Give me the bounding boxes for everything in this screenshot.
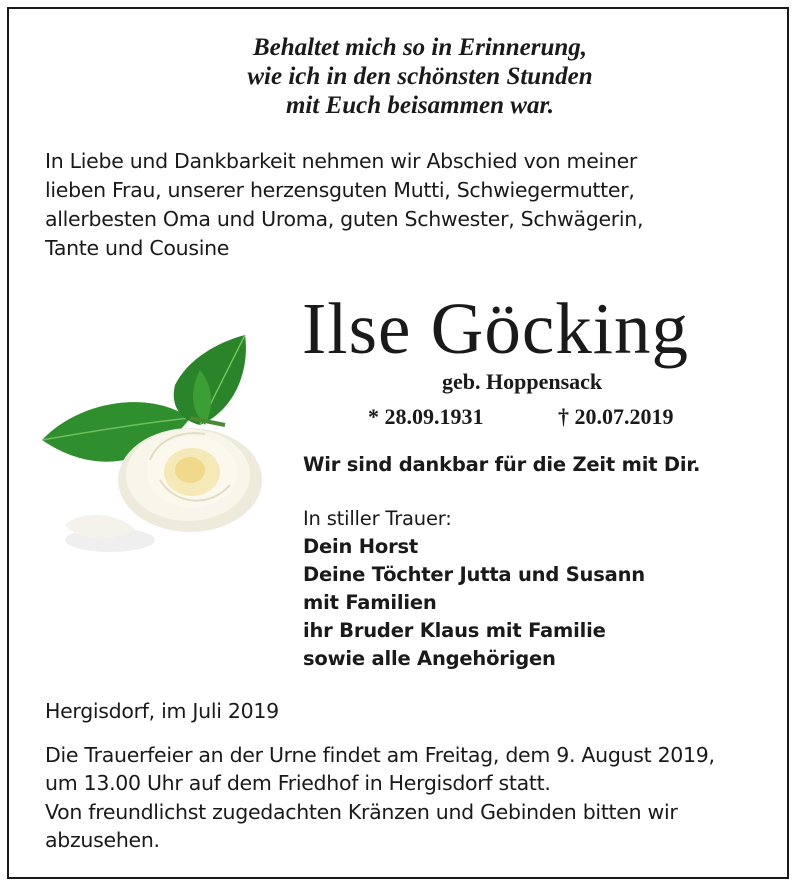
mourner-name: Deine Töchter Jutta und Susann bbox=[303, 563, 645, 586]
funeral-line-3: Von freundlichst zugedachten Kränzen und Gebinden bitten wir bbox=[45, 800, 678, 824]
deceased-name: Ilse Göcking bbox=[302, 288, 690, 369]
intro-line-4: Tante und Cousine bbox=[45, 236, 230, 260]
mourner-name: sowie alle Angehörigen bbox=[303, 647, 556, 670]
funeral-line-4: abzusehen. bbox=[45, 828, 160, 852]
funeral-line-1: Die Trauerfeier an der Urne findet am Freitag, dem 9. August 2019, bbox=[45, 743, 715, 767]
mourners-heading: In stiller Trauer: bbox=[303, 507, 452, 530]
gratitude-line: Wir sind dankbar für die Zeit mit Dir. bbox=[303, 453, 701, 476]
white-rose-icon bbox=[40, 330, 290, 560]
mourner-name: Dein Horst bbox=[303, 535, 419, 558]
maiden-name: geb. Hoppensack bbox=[442, 369, 603, 394]
poem-line-2: wie ich in den schönsten Stunden bbox=[247, 63, 593, 90]
funeral-line-2: um 13.00 Uhr auf dem Friedhof in Hergisdorf statt. bbox=[45, 771, 551, 795]
poem-line-1: Behaltet mich so in Erinnerung, bbox=[252, 34, 588, 61]
intro-line-2: lieben Frau, unserer herzensguten Mutti, Schwiegermutter, bbox=[45, 178, 635, 202]
place-date: Hergisdorf, im Juli 2019 bbox=[45, 699, 279, 723]
mourner-name: ihr Bruder Klaus mit Familie bbox=[303, 619, 606, 642]
intro-line-3: allerbesten Oma und Uroma, guten Schwester, Schwägerin, bbox=[45, 207, 644, 231]
poem-line-3: mit Euch beisammen war. bbox=[285, 92, 555, 119]
death-date: † 20.07.2019 bbox=[558, 404, 674, 429]
intro-line-1: In Liebe und Dankbarkeit nehmen wir Abschied von meiner bbox=[45, 149, 638, 173]
mourner-name: mit Familien bbox=[303, 591, 437, 614]
birth-date: * 28.09.1931 bbox=[368, 404, 484, 429]
